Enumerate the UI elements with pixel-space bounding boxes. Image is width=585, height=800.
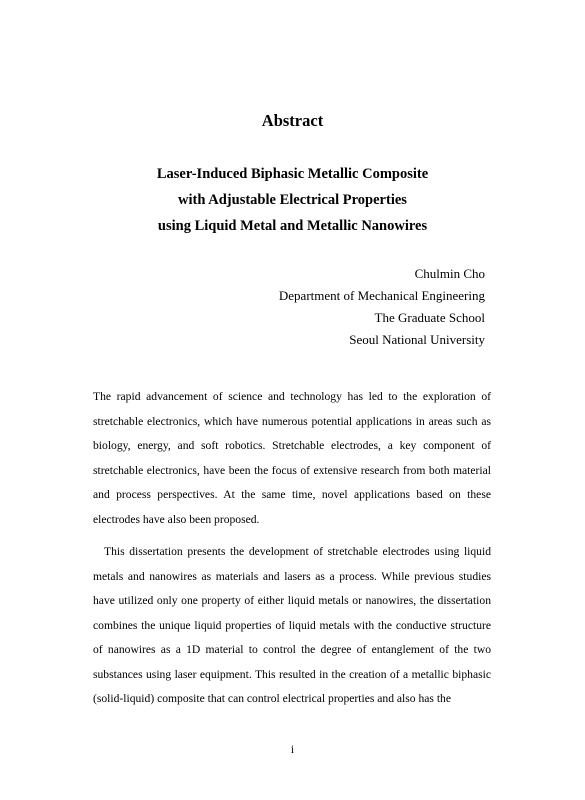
title-line: using Liquid Metal and Metallic Nanowires — [157, 218, 428, 234]
title-line: Laser-Induced Biphasic Metallic Composite — [156, 166, 429, 182]
dissertation-title — [0, 165, 585, 243]
abstract-paragraph: The rapid advancement of science and technology has led to the exploration of stretchable electronics, which have numerous potential applications in areas such as biology, energy, and soft robotics. Stretchable electrodes, a key component of stretchable electronics, have been the focus of extensive research from both material and process perspectives. At the same time, novel applications based on these electrodes have also been proposed. — [93, 390, 491, 526]
page-number: i — [290, 744, 295, 756]
abstract-paragraph: This dissertation presents the development of stretchable electrodes using liquid metals and nanowires as materials and lasers as a process. While previous studies have utilized only one property of either liquid metals or nanowires, the dissertation combines the unique liquid properties of liquid metals with the conductive structure of nanowires as a 1D material to control the degree of entanglement of the two substances using laser equipment. This resulted in the creation of a metallic biphasic (solid-liquid) composite that can control electrical properties and also has the — [93, 545, 491, 705]
title-line: with Adjustable Electrical Properties — [178, 192, 407, 208]
university-name: Seoul National University — [349, 332, 485, 347]
author-name: Chulmin Cho — [414, 266, 485, 281]
author-block — [279, 266, 485, 354]
department-name: Department of Mechanical Engineering — [278, 288, 485, 303]
school-name: The Graduate School — [374, 310, 485, 325]
abstract-heading: Abstract — [261, 111, 324, 130]
